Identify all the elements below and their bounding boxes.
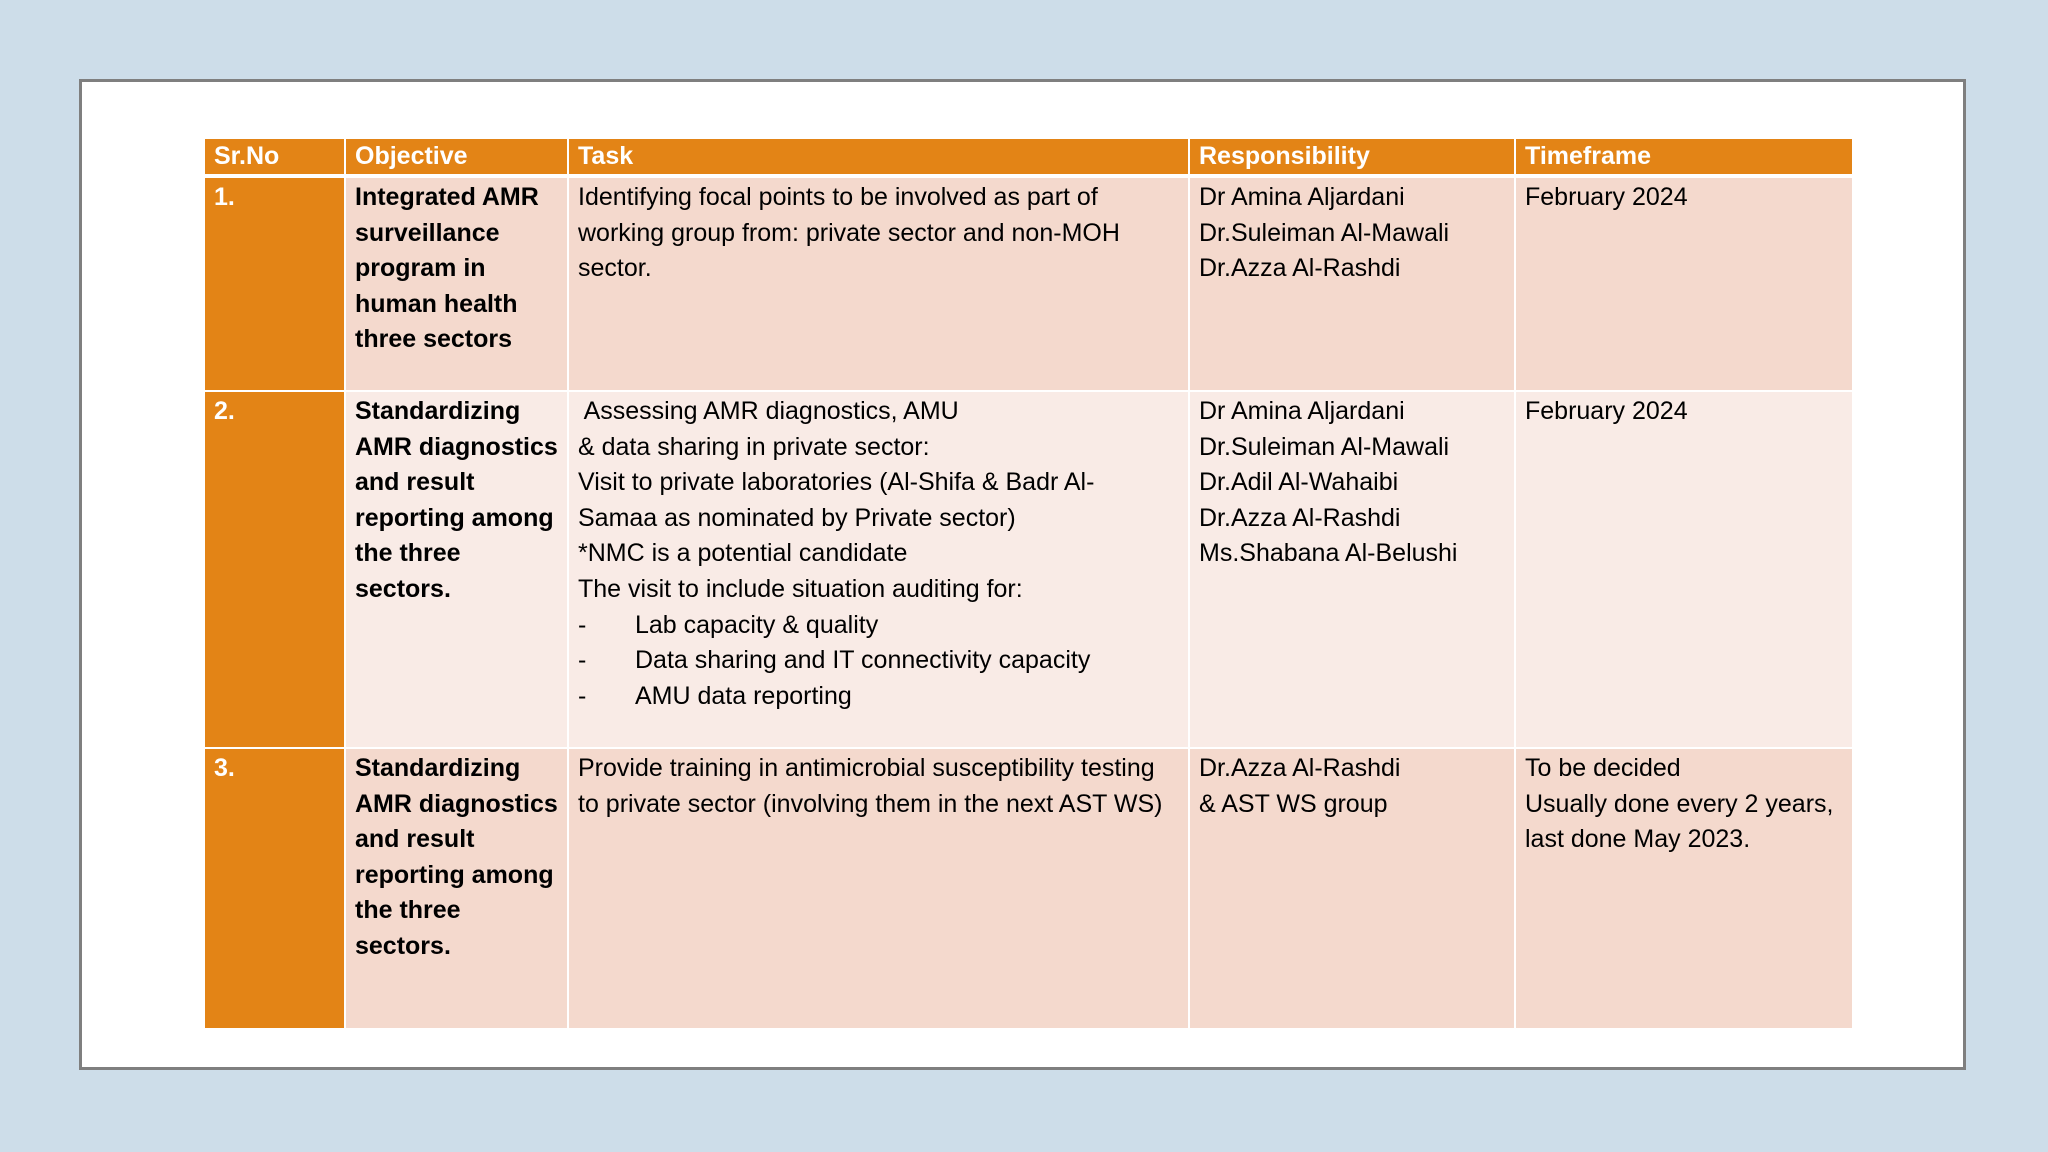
header-task: Task	[568, 138, 1189, 176]
responsible-person: Dr Amina Aljardani	[1199, 397, 1405, 425]
timeframe-cell	[1515, 176, 1853, 391]
responsible-person: Ms.Shabana Al-Belushi	[1199, 539, 1458, 568]
task-bullet: - Data sharing and IT connectivity capacity	[578, 646, 1091, 675]
task-bullet: - Lab capacity & quality	[578, 610, 879, 639]
task-cell	[568, 748, 1189, 1029]
action-plan-table	[203, 137, 1854, 1030]
task-line: Provide training in antimicrobial susceptibility testing	[578, 754, 1155, 782]
row-number: 2.	[204, 391, 345, 748]
responsible-person: Dr.Azza Al-Rashdi	[1199, 754, 1401, 782]
task-line: & data sharing in private sector:	[578, 432, 930, 461]
row-number: 3.	[204, 748, 345, 1029]
responsible-person: Dr.Suleiman Al-Mawali	[1199, 432, 1450, 461]
timeframe-cell	[1515, 748, 1853, 1029]
task-cell	[568, 176, 1189, 391]
task-line: Identifying focal points to be involved as part of	[578, 183, 1098, 211]
table-row	[204, 391, 1853, 748]
responsibility-cell	[1189, 176, 1515, 391]
header-srno: Sr.No	[204, 138, 345, 176]
responsible-person: Dr Amina Aljardani	[1199, 183, 1405, 211]
timeframe-line: To be decided	[1525, 754, 1681, 782]
task-line: sector.	[578, 254, 652, 283]
responsible-person: & AST WS group	[1199, 789, 1388, 818]
timeframe-line: February 2024	[1525, 397, 1688, 425]
slide	[79, 79, 1966, 1070]
responsible-person: Dr.Suleiman Al-Mawali	[1199, 218, 1450, 247]
header-timeframe: Timeframe	[1515, 138, 1853, 176]
table-row	[204, 176, 1853, 391]
header-objective: Objective	[345, 138, 568, 176]
timeframe-line: February 2024	[1525, 183, 1688, 211]
task-bullet: - AMU data reporting	[578, 681, 852, 710]
table-body	[204, 176, 1853, 1029]
objective-cell: Standardizing AMR diagnostics and result reporting among the three sectors.	[345, 391, 568, 748]
task-line: Samaa as nominated by Private sector)	[578, 503, 1016, 532]
task-line: Assessing AMR diagnostics, AMU	[578, 397, 959, 425]
task-cell	[568, 391, 1189, 748]
responsibility-cell	[1189, 748, 1515, 1029]
responsible-person: Dr.Adil Al-Wahaibi	[1199, 468, 1399, 497]
task-bullet-text: Data sharing and IT connectivity capacity	[635, 646, 1091, 675]
task-line: *NMC is a potential candidate	[578, 539, 908, 568]
timeframe-line: Usually done every 2 years,	[1525, 789, 1834, 818]
objective-cell: Standardizing AMR diagnostics and result reporting among the three sectors.	[345, 748, 568, 1029]
header-row	[204, 138, 1853, 176]
task-line: The visit to include situation auditing for:	[578, 574, 1023, 603]
task-line: working group from: private sector and non-MOH	[578, 218, 1120, 247]
responsible-person: Dr.Azza Al-Rashdi	[1199, 254, 1401, 283]
objective-cell: Integrated AMR surveillance program in human health three sectors	[345, 176, 568, 391]
timeframe-line: last done May 2023.	[1525, 825, 1751, 854]
table-row	[204, 748, 1853, 1029]
task-line: Visit to private laboratories (Al-Shifa & Badr Al-	[578, 468, 1095, 497]
timeframe-cell	[1515, 391, 1853, 748]
task-bullet-text: Lab capacity & quality	[635, 610, 879, 639]
row-number: 1.	[204, 176, 345, 391]
task-bullet-text: AMU data reporting	[635, 681, 852, 710]
responsible-person: Dr.Azza Al-Rashdi	[1199, 503, 1401, 532]
header-responsibility: Responsibility	[1189, 138, 1515, 176]
responsibility-cell	[1189, 391, 1515, 748]
task-line: to private sector (involving them in the next AST WS)	[578, 789, 1163, 818]
